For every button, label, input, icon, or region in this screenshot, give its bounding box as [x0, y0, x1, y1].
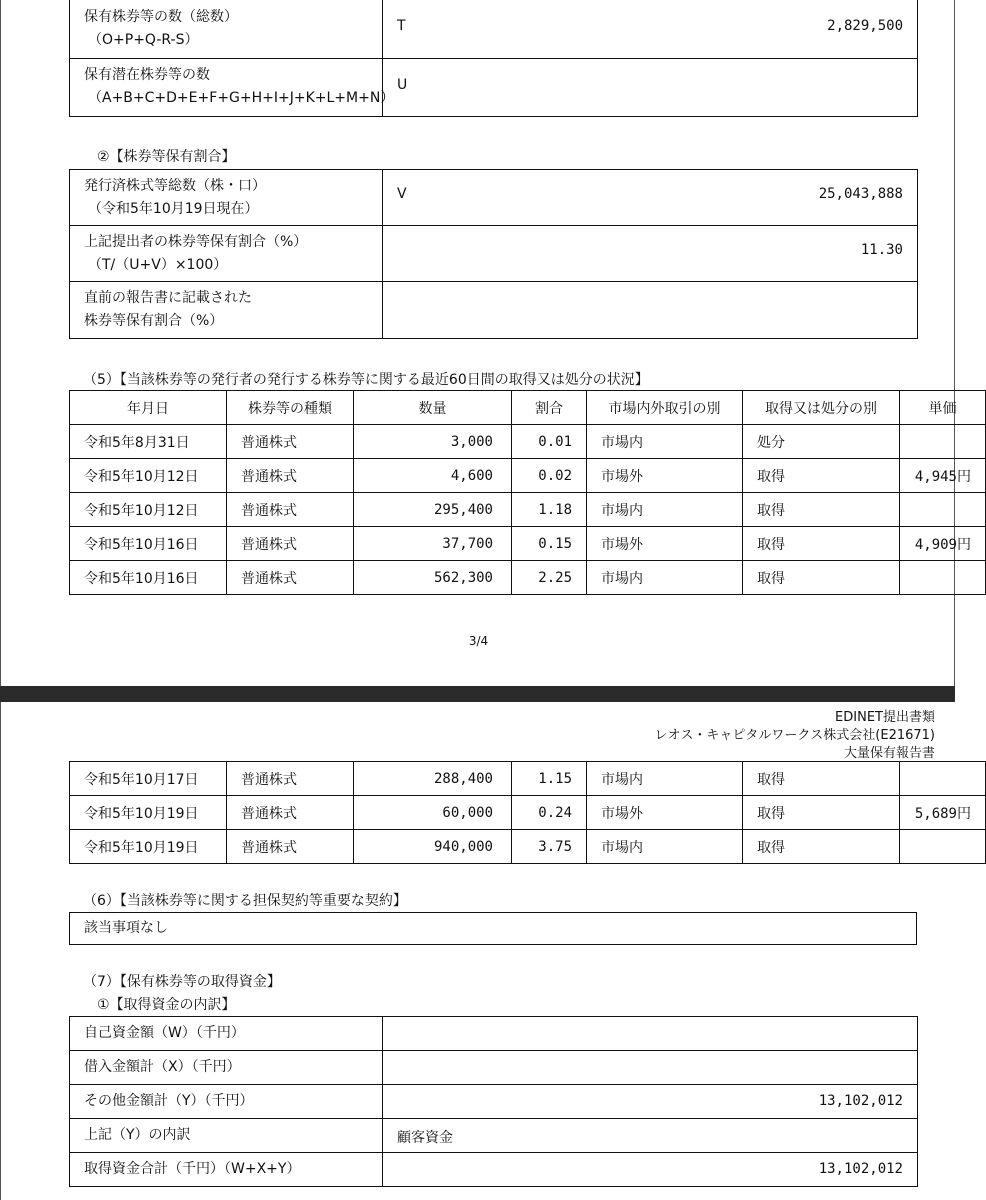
- holdings-total-value: 2,829,500: [827, 18, 903, 34]
- transaction-quantity: 37,700: [354, 527, 512, 561]
- transaction-unit-price: [900, 830, 986, 864]
- transaction-action: 取得: [743, 830, 900, 864]
- transaction-stock-type: 普通株式: [227, 459, 354, 493]
- holdings-potential-letter: U: [397, 76, 408, 93]
- holdings-potential-formula: （A+B+C+D+E+F+G+H+I+J+K+L+M+N）: [88, 90, 395, 106]
- transaction-ratio: 0.24: [512, 796, 587, 830]
- transaction-quantity: 562,300: [354, 561, 512, 595]
- holdings-total-row: [70, 0, 918, 58]
- transaction-row: [70, 425, 986, 459]
- issued-shares-value: 25,043,888: [818, 186, 903, 202]
- transaction-unit-price: [900, 762, 986, 796]
- previous-ratio-label-line2: 株券等保有割合（%）: [84, 313, 224, 329]
- transaction-market: 市場内: [587, 425, 743, 459]
- transaction-quantity: 60,000: [354, 796, 512, 830]
- issued-shares-label-cell: [70, 170, 383, 226]
- transaction-row: [70, 527, 986, 561]
- transaction-ratio: 3.75: [512, 830, 587, 864]
- header-date: 年月日: [70, 391, 227, 425]
- collateral-row: [70, 913, 917, 945]
- transaction-action: 取得: [743, 527, 900, 561]
- transaction-ratio: 0.15: [512, 527, 587, 561]
- transaction-quantity: 940,000: [354, 830, 512, 864]
- funds-row-other: [70, 1085, 918, 1119]
- header-quantity: 数量: [354, 391, 512, 425]
- transaction-date: 令和5年8月31日: [70, 425, 227, 459]
- holdings-table: [69, 0, 918, 117]
- transaction-date: 令和5年10月16日: [70, 527, 227, 561]
- transaction-market: 市場外: [587, 459, 743, 493]
- transaction-market: 市場内: [587, 561, 743, 595]
- funds-table: [69, 1016, 918, 1187]
- funds-borrowed-label: 借入金額計（X）（千円）: [70, 1051, 383, 1085]
- previous-ratio-label-line1: 直前の報告書に記載された: [84, 290, 252, 306]
- holding-ratio-value-cell: [383, 226, 918, 282]
- previous-ratio-value-cell: [383, 282, 918, 339]
- funds-own-value-cell: [383, 1017, 918, 1051]
- transaction-stock-type: 普通株式: [227, 762, 354, 796]
- previous-ratio-label-cell: [70, 282, 383, 339]
- transaction-quantity: 3,000: [354, 425, 512, 459]
- transaction-quantity: 288,400: [354, 762, 512, 796]
- transaction-action: 取得: [743, 796, 900, 830]
- page-number: 3/4: [468, 634, 489, 648]
- transaction-row: [70, 459, 986, 493]
- issued-shares-label: 発行済株式等総数（株・口）: [84, 177, 266, 194]
- header-price: 単価: [900, 391, 986, 425]
- transaction-ratio: 2.25: [512, 561, 587, 595]
- transaction-ratio: 0.01: [512, 425, 587, 459]
- ratio-table: [69, 169, 918, 339]
- funds-own-label: 自己資金額（W）（千円）: [70, 1017, 383, 1051]
- transaction-stock-type: 普通株式: [227, 561, 354, 595]
- collateral-content: 該当事項なし: [70, 913, 917, 945]
- issued-shares-letter: V: [397, 186, 407, 202]
- holdings-total-value-cell: [383, 0, 918, 58]
- funds-breakdown-value-cell: [383, 1119, 918, 1153]
- transaction-quantity: 4,600: [354, 459, 512, 493]
- funds-total-label: 取得資金合計（千円）（W+X+Y）: [70, 1153, 383, 1187]
- issued-shares-row: [70, 170, 918, 226]
- edinet-header-report-type: 大量保有報告書: [843, 746, 935, 761]
- transaction-market: 市場外: [587, 796, 743, 830]
- edinet-header-line1: EDINET提出書類: [835, 710, 935, 725]
- transaction-action: 取得: [743, 561, 900, 595]
- document-page-4: [0, 702, 971, 1200]
- transaction-unit-price: 5,689円: [900, 796, 986, 830]
- transaction-unit-price: [900, 561, 986, 595]
- header-ratio: 割合: [512, 391, 587, 425]
- holdings-total-label-cell: [70, 0, 383, 58]
- holdings-potential-label-cell: [70, 58, 395, 116]
- transaction-row: [70, 796, 986, 830]
- funds-breakdown-label: 上記（Y）の内訳: [70, 1119, 383, 1153]
- previous-ratio-row: [70, 282, 918, 339]
- transactions-table-continued: [69, 761, 986, 864]
- funds-borrowed-value-cell: [383, 1051, 918, 1085]
- transaction-stock-type: 普通株式: [227, 527, 354, 561]
- transaction-unit-price: [900, 493, 986, 527]
- funds-row-breakdown: [70, 1119, 918, 1153]
- transaction-date: 令和5年10月12日: [70, 493, 227, 527]
- transaction-ratio: 1.15: [512, 762, 587, 796]
- transaction-market: 市場内: [587, 762, 743, 796]
- transaction-date: 令和5年10月12日: [70, 459, 227, 493]
- transaction-unit-price: 4,945円: [900, 459, 986, 493]
- transaction-stock-type: 普通株式: [227, 425, 354, 459]
- transaction-action: 処分: [743, 425, 900, 459]
- transaction-action: 取得: [743, 459, 900, 493]
- transaction-date: 令和5年10月19日: [70, 796, 227, 830]
- transaction-market: 市場内: [587, 493, 743, 527]
- header-action: 取得又は処分の別: [743, 391, 900, 425]
- holding-ratio-value: 11.30: [860, 242, 903, 258]
- funds-breakdown-value: 顧客資金: [397, 1130, 453, 1146]
- header-type: 株券等の種類: [227, 391, 354, 425]
- holding-ratio-row: [70, 226, 918, 282]
- transaction-action: 取得: [743, 762, 900, 796]
- transactions-heading: （5）【当該株券等の発行者の発行する株券等に関する最近60日間の取得又は処分の状況】: [83, 372, 649, 388]
- transaction-stock-type: 普通株式: [227, 493, 354, 527]
- transaction-unit-price: [900, 425, 986, 459]
- holdings-potential-row: [70, 58, 918, 116]
- transaction-ratio: 1.18: [512, 493, 587, 527]
- holdings-total-label: 保有株券等の数（総数）: [84, 8, 238, 25]
- header-market: 市場内外取引の別: [587, 391, 743, 425]
- funds-total-value: 13,102,012: [818, 1161, 903, 1177]
- holding-ratio-label-cell: [70, 226, 383, 282]
- transaction-date: 令和5年10月19日: [70, 830, 227, 864]
- funds-other-value: 13,102,012: [818, 1093, 903, 1109]
- transaction-unit-price: 4,909円: [900, 527, 986, 561]
- collateral-heading: （6）【当該株券等に関する担保契約等重要な契約】: [83, 893, 407, 909]
- transaction-date: 令和5年10月16日: [70, 561, 227, 595]
- funds-row-own: [70, 1017, 918, 1051]
- funds-subheading: ①【取得資金の内訳】: [97, 997, 236, 1013]
- holdings-total-letter: T: [397, 18, 406, 34]
- collateral-table: [69, 912, 917, 945]
- funds-total-value-cell: [383, 1153, 918, 1187]
- transaction-stock-type: 普通株式: [227, 830, 354, 864]
- edinet-header-company: レオス・キャピタルワークス株式会社(E21671): [654, 728, 935, 743]
- transaction-stock-type: 普通株式: [227, 796, 354, 830]
- page-separator: [0, 686, 955, 702]
- transaction-quantity: 295,400: [354, 493, 512, 527]
- transactions-header-row: [70, 391, 986, 425]
- transaction-row: [70, 830, 986, 864]
- holding-ratio-label: 上記提出者の株券等保有割合（%）: [84, 233, 308, 250]
- transaction-row: [70, 762, 986, 796]
- funds-other-label: その他金額計（Y）（千円）: [70, 1085, 383, 1119]
- issued-shares-date: （令和5年10月19日現在）: [88, 200, 259, 217]
- transactions-table: [69, 390, 986, 595]
- transaction-market: 市場外: [587, 527, 743, 561]
- funds-heading: （7）【保有株券等の取得資金】: [83, 974, 281, 990]
- transaction-row: [70, 561, 986, 595]
- transaction-ratio: 0.02: [512, 459, 587, 493]
- funds-other-value-cell: [383, 1085, 918, 1119]
- holdings-potential-value-cell: [383, 58, 918, 116]
- transaction-date: 令和5年10月17日: [70, 762, 227, 796]
- transaction-action: 取得: [743, 493, 900, 527]
- funds-row-total: [70, 1153, 918, 1187]
- holdings-total-formula: （O+P+Q-R-S）: [88, 31, 199, 48]
- transaction-market: 市場内: [587, 830, 743, 864]
- holding-ratio-formula: （T/（U+V）×100）: [88, 256, 228, 273]
- ratio-section-heading: ②【株券等保有割合】: [97, 149, 236, 165]
- transaction-row: [70, 493, 986, 527]
- issued-shares-value-cell: [383, 170, 918, 226]
- holdings-potential-label: 保有潜在株券等の数: [84, 67, 210, 83]
- funds-row-borrowed: [70, 1051, 918, 1085]
